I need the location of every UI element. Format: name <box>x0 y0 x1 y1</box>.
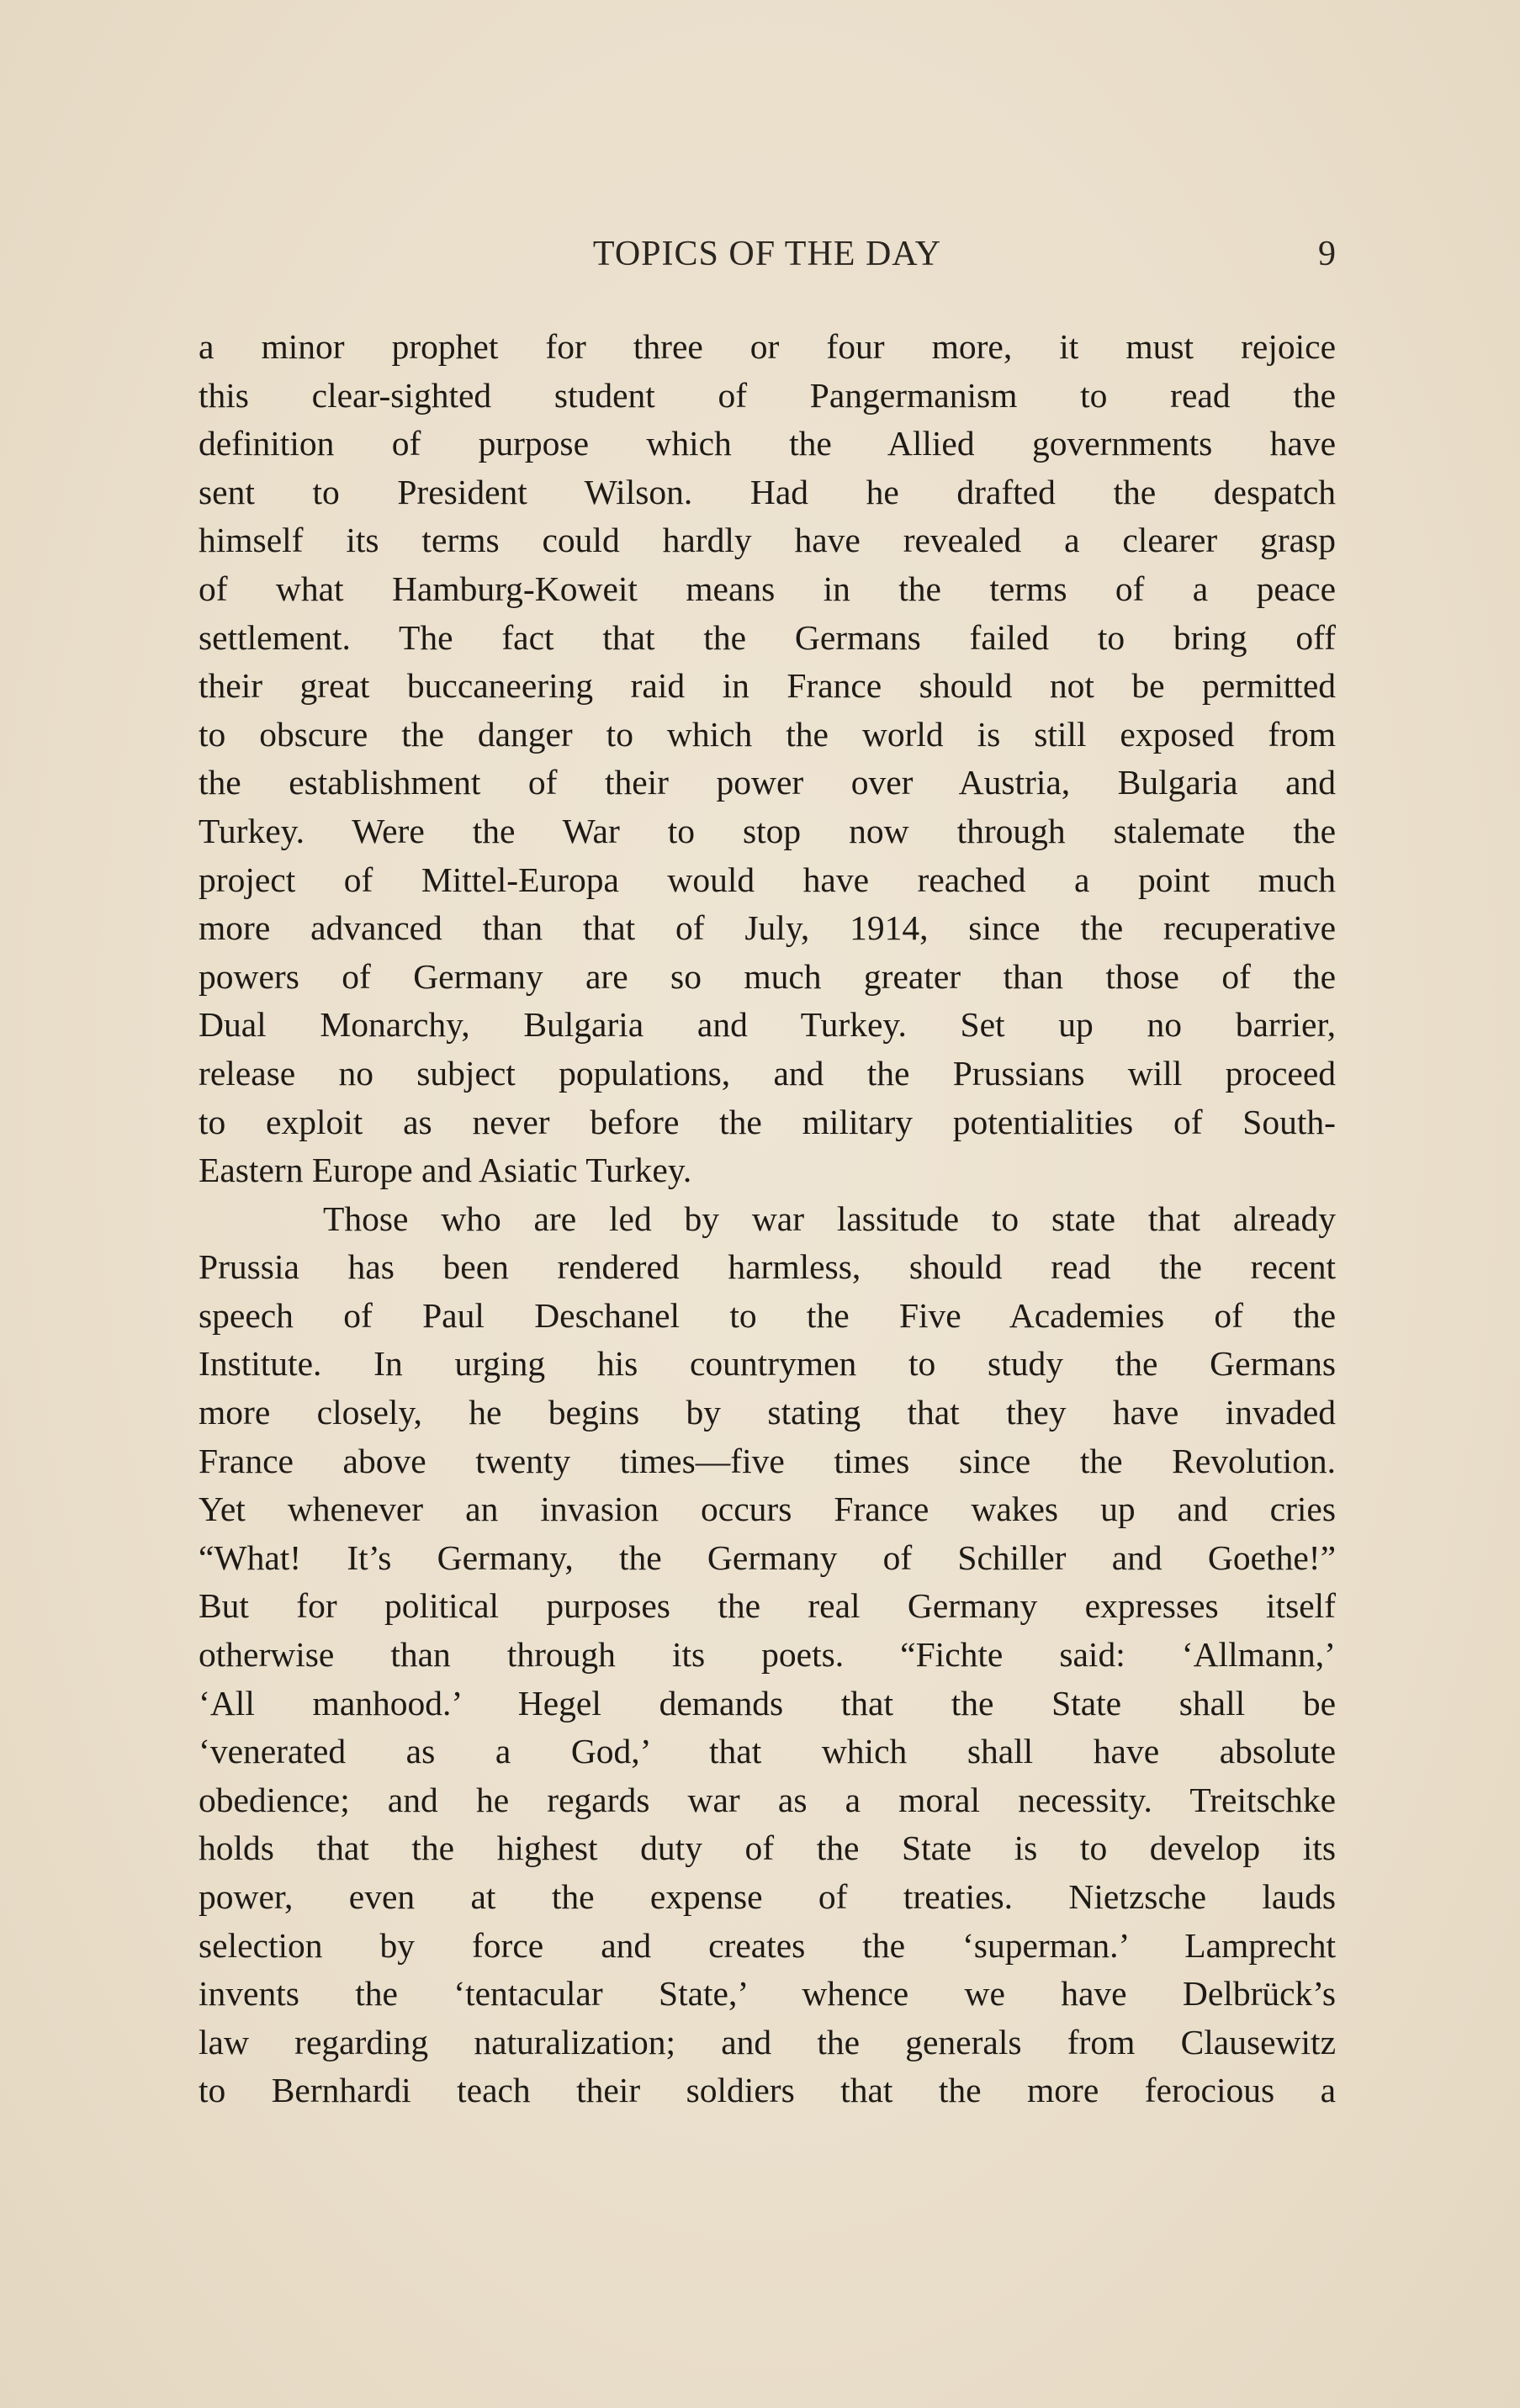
text-line: to Bernhardi teach their soldiers that the more ferocious a <box>199 2071 1336 2110</box>
text-line: holds that the highest duty of the State is to develop its <box>199 1828 1336 1868</box>
text-line: law regarding naturalization; and the generals from Clausewitz <box>199 2022 1336 2061</box>
text-line: obedience; and he regards war as a moral necessity. Treitschke <box>199 1780 1336 1819</box>
text-line: speech of Paul Deschanel to the Five Academies of the <box>199 1295 1336 1335</box>
text-line: to exploit as never before the military potentialities of South- <box>199 1102 1336 1141</box>
paragraph-end-line: Eastern Europe and Asiatic Turkey. <box>199 1151 692 1190</box>
text-line: project of Mittel-Europa would have reached a point much <box>199 860 1336 899</box>
page-number: 9 <box>1318 235 1336 273</box>
text-line: definition of purpose which the Allied governments have <box>199 424 1336 463</box>
text-line: their great buccaneering raid in France should not be permitted <box>199 666 1336 706</box>
text-line: otherwise than through its poets. “Fichte said: ‘Allmann,’ <box>199 1635 1336 1675</box>
body-text <box>199 323 1336 2115</box>
text-line: more advanced than that of July, 1914, since the recuperative <box>199 908 1336 948</box>
text-line: settlement. The fact that the Germans failed to bring off <box>199 617 1336 657</box>
text-line: Prussia has been rendered harmless, should read the recent <box>199 1247 1336 1287</box>
text-line: release no subject populations, and the Prussians will proceed <box>199 1053 1336 1093</box>
text-line: Dual Monarchy, Bulgaria and Turkey. Set up no barrier, <box>199 1005 1336 1045</box>
text-line: sent to President Wilson. Had he drafted the despatch <box>199 472 1336 511</box>
text-line: this clear-sighted student of Pangermanism to read the <box>199 375 1336 415</box>
text-line: Turkey. Were the War to stop now through stalemate the <box>199 811 1336 850</box>
text-line: to obscure the danger to which the world is still exposed from <box>199 714 1336 754</box>
text-line: invents the ‘tentacular State,’ whence we have Delbrück’s <box>199 1974 1336 2014</box>
text-line: Yet whenever an invasion occurs France wakes up and cries <box>199 1490 1336 1529</box>
paragraph-start-line: Those who are led by war lassitude to state that already <box>323 1199 1336 1238</box>
text-line: “What! It’s Germany, the Germany of Schiller and Goethe!” <box>199 1537 1336 1577</box>
running-head <box>199 229 1336 288</box>
text-line: the establishment of their power over Austria, Bulgaria and <box>199 763 1336 802</box>
running-title: TOPICS OF THE DAY <box>592 235 942 273</box>
text-line: of what Hamburg-Koweit means in the terms of a peace <box>199 569 1336 608</box>
text-line: Institute. In urging his countrymen to study the Germans <box>199 1344 1336 1384</box>
text-line: power, even at the expense of treaties. Nietzsche lauds <box>199 1877 1336 1916</box>
text-line: powers of Germany are so much greater than those of the <box>199 956 1336 996</box>
text-line: more closely, he begins by stating that they have invaded <box>199 1393 1336 1432</box>
text-line: ‘All manhood.’ Hegel demands that the State shall be <box>199 1683 1336 1723</box>
text-line: France above twenty times—five times since the Revolution. <box>199 1441 1336 1480</box>
text-line: selection by force and creates the ‘superman.’ Lamprecht <box>199 1925 1336 1965</box>
text-line: ‘venerated as a God,’ that which shall have absolute <box>199 1732 1336 1771</box>
text-line: But for political purposes the real Germany expresses itself <box>199 1586 1336 1626</box>
text-line: a minor prophet for three or four more, it must rejoice <box>199 327 1336 366</box>
text-line: himself its terms could hardly have revealed a clearer grasp <box>199 521 1336 560</box>
